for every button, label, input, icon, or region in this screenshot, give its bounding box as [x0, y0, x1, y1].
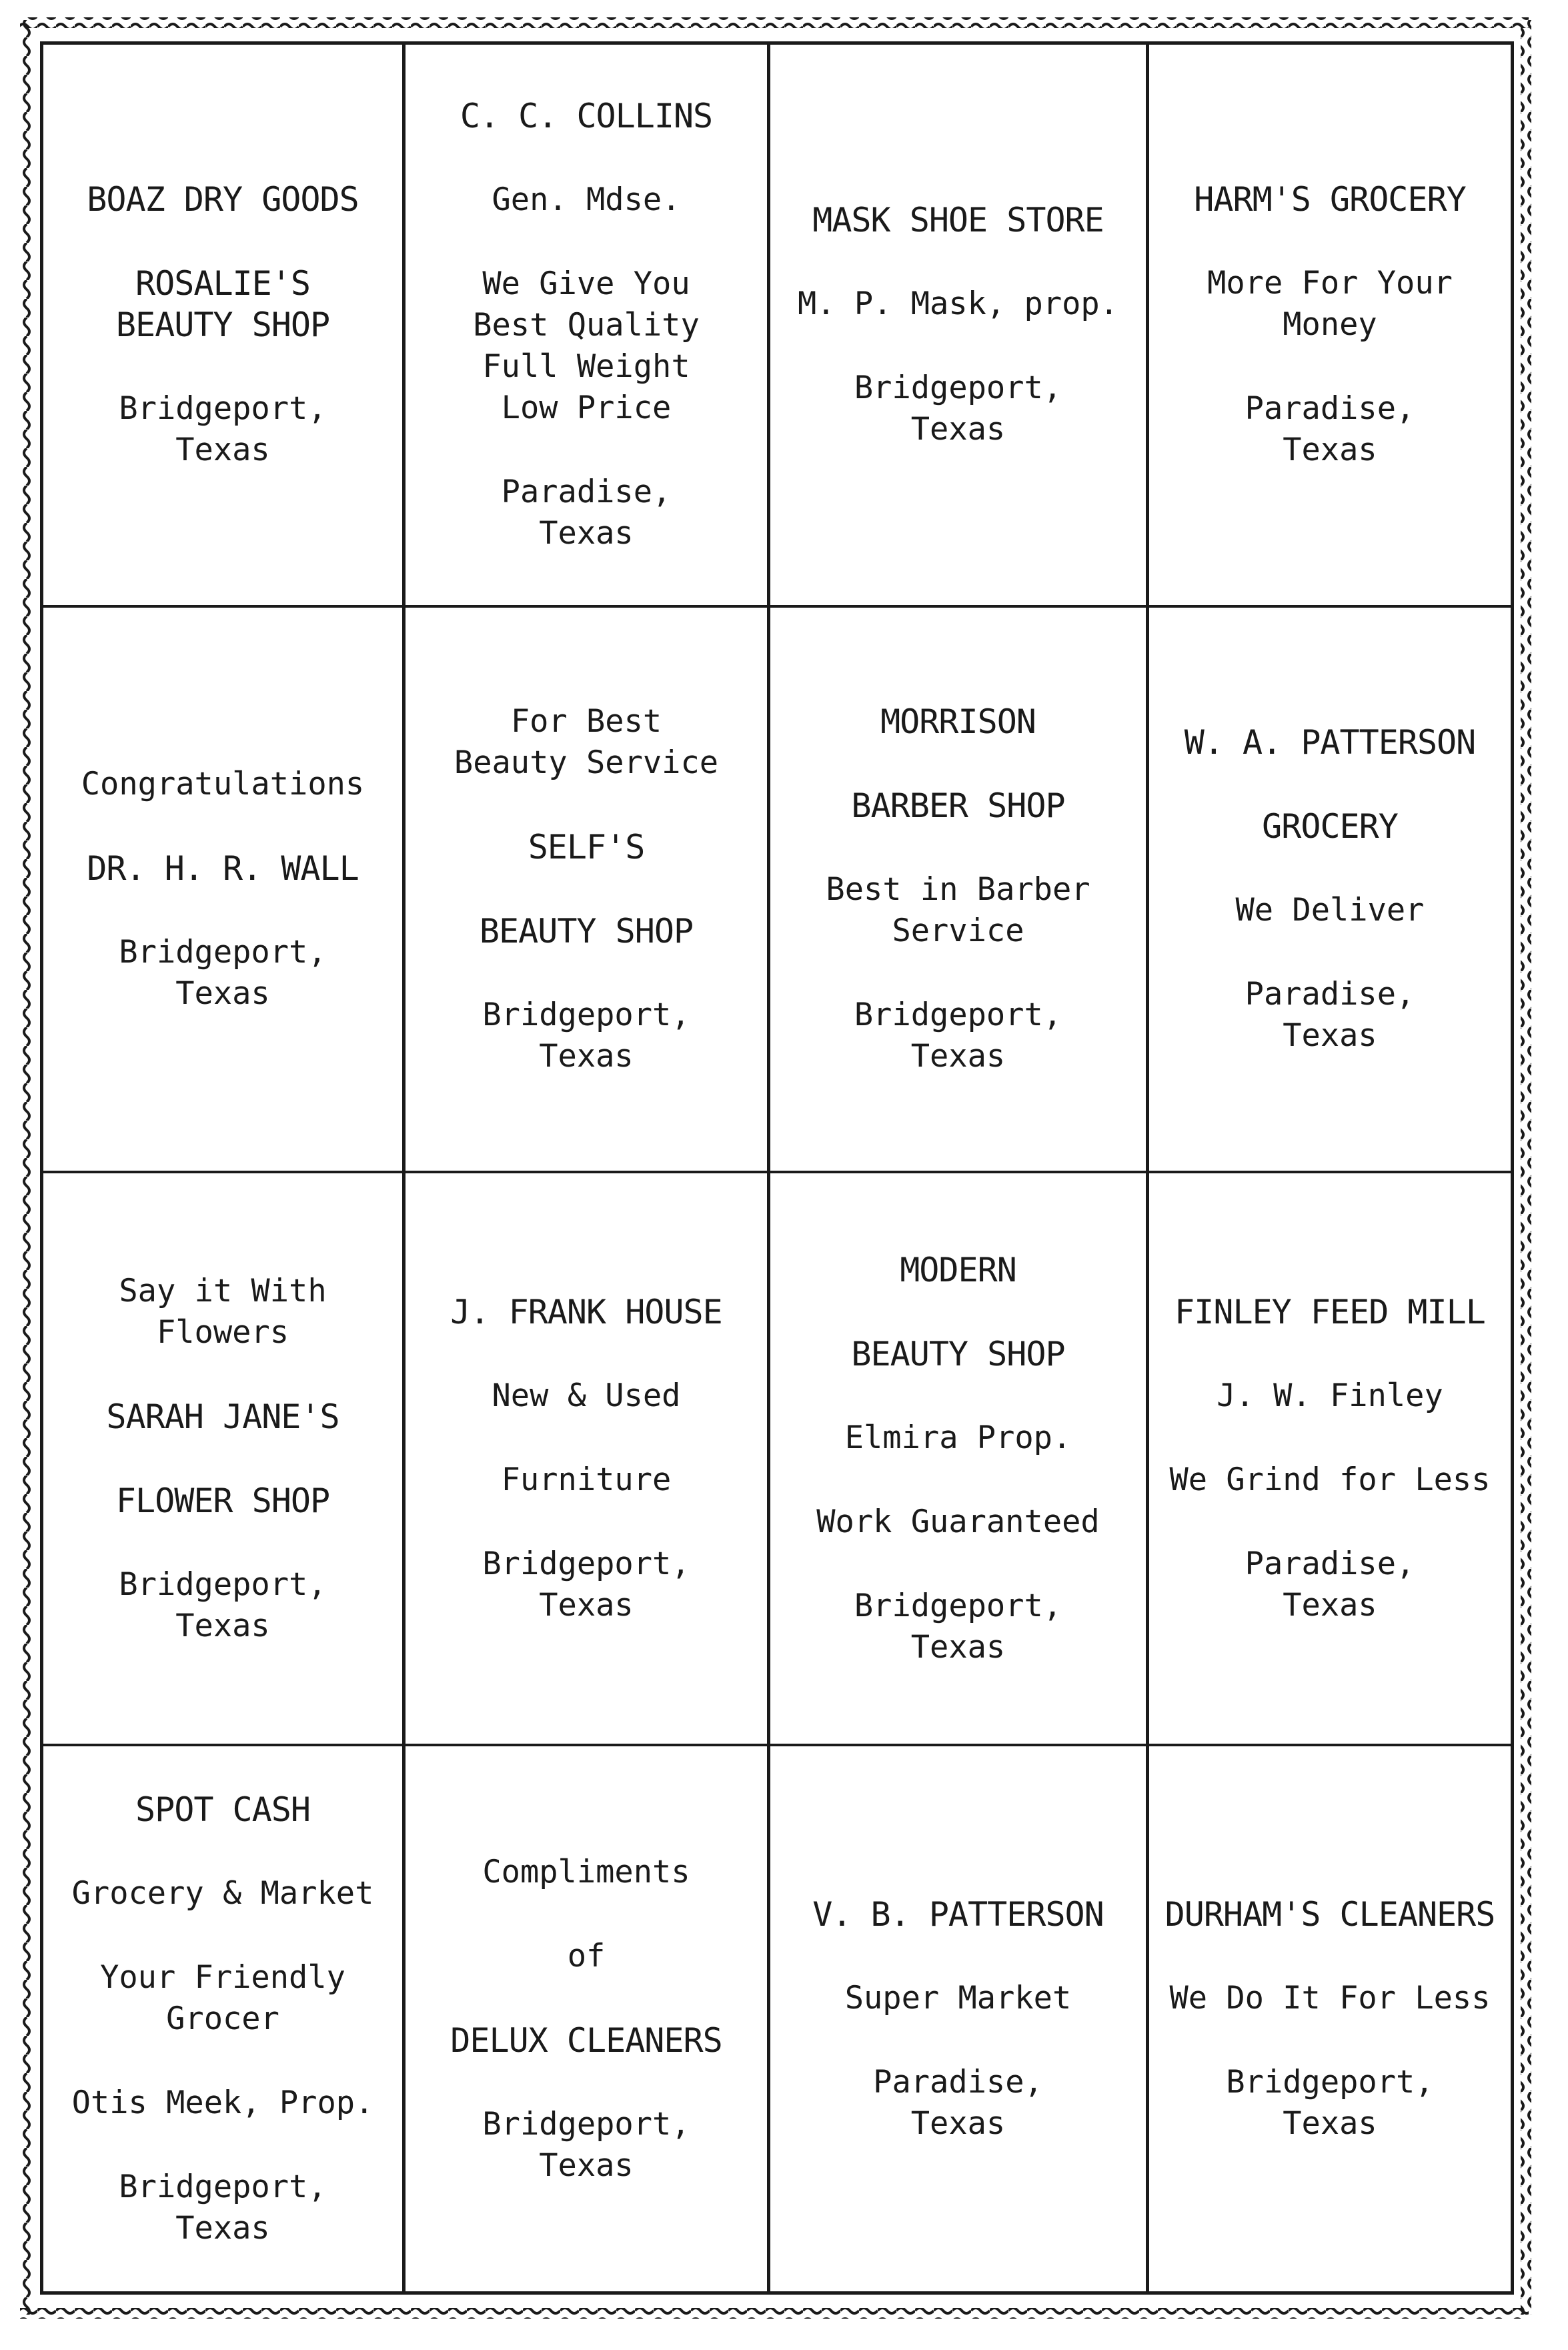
ad-cell: [43, 608, 406, 1173]
ad-text: Best Quality: [473, 307, 700, 344]
ad-heading: FLOWER SHOP: [115, 1481, 330, 1520]
ad-text: Beauty Service: [454, 744, 719, 781]
ad-text: Bridgeport,: [482, 2105, 690, 2143]
ad-cell: [1149, 1746, 1511, 2291]
ad-text: Texas: [175, 432, 270, 468]
ad-heading: BOAZ DRY GOODS: [87, 180, 359, 219]
ad-text: Texas: [539, 1038, 634, 1075]
ad-text: Say it With: [119, 1272, 327, 1309]
ad-text: We Give You: [482, 265, 690, 302]
ad-cell: [406, 1173, 770, 1746]
ad-cell: [43, 45, 406, 608]
ad-text: Bridgeport,: [854, 997, 1062, 1033]
ad-heading: J. FRANK HOUSE: [450, 1292, 722, 1331]
ad-text: Paradise,: [1245, 390, 1415, 427]
ad-heading: BEAUTY SHOP: [851, 1334, 1065, 1373]
ad-text: Texas: [910, 2105, 1006, 2142]
ad-cell: [406, 45, 770, 608]
ad-text: We Grind for Less: [1169, 1461, 1491, 1498]
ad-heading: DELUX CLEANERS: [450, 2020, 722, 2060]
ad-text: Bridgeport,: [854, 1587, 1062, 1624]
ad-heading: W. A. PATTERSON: [1184, 723, 1476, 762]
ad-heading: SARAH JANE'S: [106, 1397, 339, 1436]
ad-cell: [1149, 45, 1511, 608]
ad-text: Bridgeport,: [854, 370, 1062, 406]
ad-text: We Deliver: [1235, 892, 1425, 929]
ad-cell: [770, 608, 1149, 1173]
ad-heading: FINLEY FEED MILL: [1174, 1292, 1485, 1331]
ad-text: Texas: [175, 975, 270, 1012]
ad-text: Texas: [1283, 432, 1377, 468]
ad-heading: MORRISON: [880, 702, 1036, 741]
ad-text: Grocery & Market: [71, 1874, 374, 1912]
ad-heading: BARBER SHOP: [851, 786, 1065, 825]
ad-text: Elmira Prop.: [844, 1419, 1072, 1456]
ad-text: Texas: [1283, 1586, 1377, 1624]
ad-cell: [406, 608, 770, 1173]
ad-text: For Best: [510, 703, 662, 740]
ad-text: Texas: [910, 1038, 1006, 1075]
ad-text: Low Price: [501, 390, 672, 426]
ad-text: Paradise,: [873, 2063, 1043, 2101]
ad-heading: DURHAM'S CLEANERS: [1164, 1894, 1495, 1934]
ad-text: Bridgeport,: [1226, 2063, 1434, 2101]
ad-cell: [770, 45, 1149, 608]
ad-text: of: [567, 1937, 606, 1974]
ad-cell: [770, 1746, 1149, 2291]
ad-text: Full Weight: [482, 348, 690, 385]
ad-text: Paradise,: [1245, 976, 1415, 1013]
ad-cell: [770, 1173, 1149, 1746]
ad-text: Flowers: [156, 1313, 289, 1351]
ad-text: Bridgeport,: [482, 997, 690, 1033]
ad-text: Congratulations: [81, 766, 365, 802]
ad-text: We Do It For Less: [1169, 1979, 1491, 2016]
ad-cell: [406, 1746, 770, 2291]
ad-text: Paradise,: [1245, 1545, 1415, 1582]
ad-text: Money: [1283, 306, 1377, 343]
ad-text: Super Market: [844, 1979, 1072, 2016]
ad-text: Texas: [539, 1586, 634, 1624]
ad-heading: MODERN: [900, 1250, 1016, 1289]
ad-text: New & Used: [492, 1377, 681, 1414]
ad-text: More For Your: [1207, 265, 1453, 302]
ad-text: Paradise,: [501, 474, 672, 510]
ad-text: Work Guaranteed: [816, 1503, 1100, 1540]
ad-text: M. P. Mask, prop.: [797, 285, 1119, 322]
ad-cell: [43, 1746, 406, 2291]
ad-text: J. W. Finley: [1217, 1377, 1443, 1414]
ad-text: Texas: [175, 1607, 270, 1644]
ad-text: Texas: [539, 515, 634, 552]
ad-text: Your Friendly: [100, 1958, 345, 1996]
ad-heading: SELF'S: [528, 828, 645, 866]
ad-text: Texas: [539, 2147, 634, 2184]
ad-cell: [1149, 1173, 1511, 1746]
ad-text: Compliments: [482, 1853, 690, 1890]
ad-text: Service: [892, 913, 1024, 949]
ad-heading: MASK SHOE STORE: [812, 201, 1104, 239]
ad-text: Bridgeport,: [119, 1566, 327, 1603]
ad-heading: C. C. COLLINS: [460, 97, 713, 135]
ad-text: Bridgeport,: [119, 390, 327, 427]
ad-text: Bridgeport,: [119, 2168, 327, 2205]
ad-text: Best in Barber: [826, 871, 1090, 908]
ad-text: Texas: [910, 411, 1006, 448]
ad-text: Otis Meek, Prop.: [71, 2084, 374, 2121]
ad-text: Texas: [910, 1628, 1006, 1666]
ad-text: Gen. Mdse.: [492, 181, 681, 218]
ad-cell: [1149, 608, 1511, 1173]
ad-text: Texas: [175, 2209, 270, 2247]
ad-heading: GROCERY: [1262, 807, 1398, 846]
ad-text: Texas: [1283, 1017, 1377, 1054]
ad-heading: DR. H. R. WALL: [87, 849, 359, 888]
ad-heading: BEAUTY SHOP: [115, 306, 330, 344]
ad-heading: ROSALIE'S: [135, 264, 310, 303]
ad-heading: SPOT CASH: [135, 1790, 310, 1829]
ad-text: Grocer: [166, 2000, 279, 2037]
ad-text: Bridgeport,: [482, 1545, 690, 1582]
advertisement-grid: [40, 41, 1514, 2295]
ad-heading: V. B. PATTERSON: [812, 1894, 1104, 1934]
ad-cell: [43, 1173, 406, 1746]
ad-text: Furniture: [501, 1461, 672, 1498]
ad-heading: BEAUTY SHOP: [479, 912, 694, 951]
ad-heading: HARM'S GROCERY: [1194, 180, 1466, 219]
ad-text: Texas: [1283, 2105, 1377, 2142]
ad-text: Bridgeport,: [119, 934, 327, 971]
